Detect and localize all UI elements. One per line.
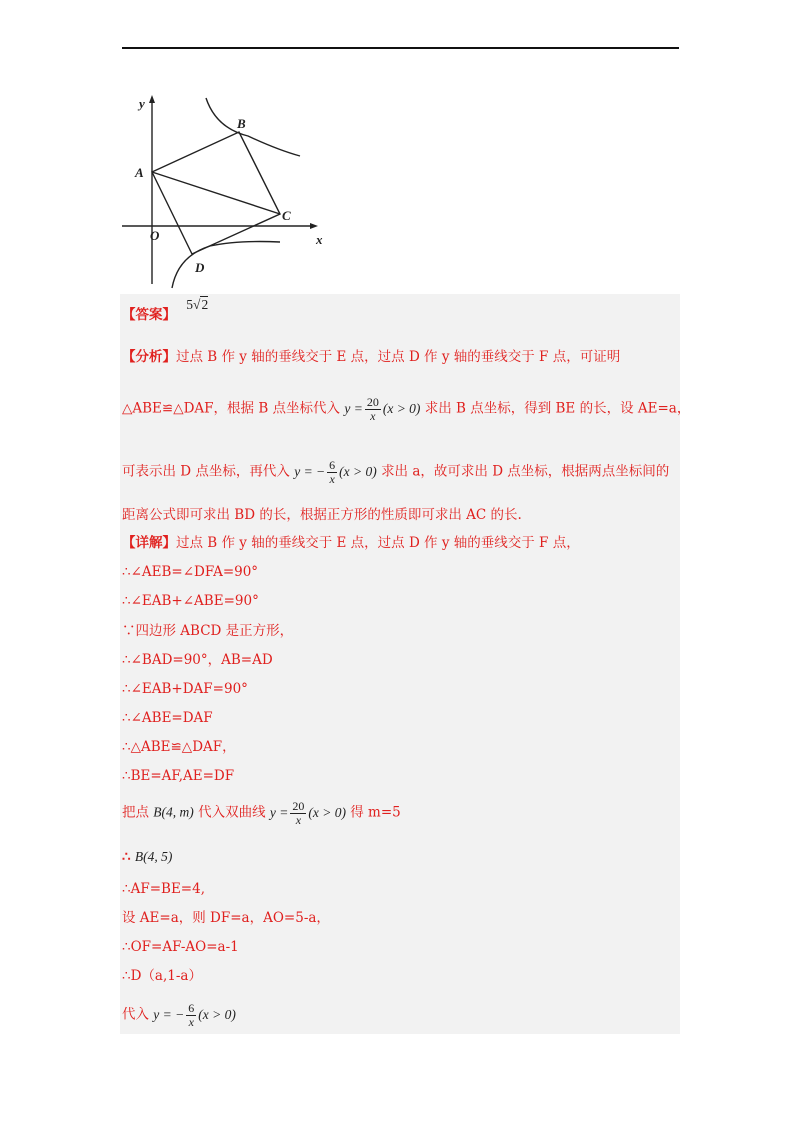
detail-step-9: 把点 B(4, m) 代入双曲线 y = $\frac{20}{x}$ (x > 0) 得 m=5: [122, 799, 401, 827]
detail-step-2: ∴∠EAB+∠ABE=90°: [122, 593, 259, 609]
label-a: A: [135, 165, 144, 180]
analysis-tag: 【分析】: [122, 349, 176, 365]
detail-step-7: ∴△ABE≌△DAF，: [122, 739, 236, 755]
formula-y-20-over-x-2: y = $\frac{20}{x}$ (x > 0): [269, 799, 346, 827]
formula-y-20-over-x: y = $\frac{20}{x}$ (x > 0): [344, 395, 421, 423]
hyperbola-lower: [172, 242, 280, 289]
label-x: x: [316, 232, 323, 247]
hyperbola-upper: [206, 98, 300, 156]
answer-line: [122, 297, 209, 324]
formula-y-neg6-over-x: y = − $\frac{6}{x}$ (x > 0): [294, 458, 377, 486]
analysis-line-2: △ABE≌△DAF，根据 B 点坐标代入 y = $\frac{20}{x}$ (x > 0) 求出 B 点坐标，得到 BE 的长，设 AE=a，: [122, 395, 691, 423]
label-b: B: [237, 116, 246, 131]
answer-value: 5√2: [186, 297, 209, 312]
y-axis-arrow: [149, 95, 155, 103]
detail-step-8: ∴BE=AF,AE=DF: [122, 768, 235, 784]
detail-step-10: ∴ B(4, 5): [122, 849, 173, 865]
answer-tag: 【答案】: [122, 307, 176, 323]
detail-step-5: ∴∠EAB+DAF=90°: [122, 681, 248, 697]
analysis-line-1: 【分析】过点 B 作 y 轴的垂线交于 E 点，过点 D 作 y 轴的垂线交于 F 点，可证明: [122, 349, 621, 365]
detail-tag: 【详解】: [122, 535, 176, 551]
analysis-line-3: 可表示出 D 点坐标，再代入 y = − $\frac{6}{x}$ (x > 0) 求出 a，故可求出 D 点坐标，根据两点坐标间的: [122, 458, 670, 486]
detail-step-1: ∴∠AEB=∠DFA=90°: [122, 564, 259, 580]
detail-step-15: 代入 y = − $\frac{6}{x}$ (x > 0): [122, 1001, 236, 1029]
diagonal-ac: [152, 172, 280, 214]
label-c: C: [282, 208, 291, 223]
detail-step-12: 设 AE=a，则 DF=a，AO=5-a，: [122, 910, 330, 926]
header-rule: [122, 47, 679, 49]
coordinate-figure: [118, 92, 338, 292]
detail-step-14: ∴D（a,1-a）: [122, 968, 202, 984]
detail-line-1: 【详解】过点 B 作 y 轴的垂线交于 E 点，过点 D 作 y 轴的垂线交于 F 点，: [122, 535, 580, 551]
detail-step-4: ∴∠BAD=90°，AB=AD: [122, 652, 273, 668]
label-o: O: [150, 228, 160, 243]
detail-step-6: ∴∠ABE=DAF: [122, 710, 213, 726]
x-axis-arrow: [310, 223, 318, 229]
label-d: D: [195, 260, 205, 275]
detail-step-11: ∴AF=BE=4,: [122, 881, 205, 897]
formula-y-neg6-over-x-2: y = − $\frac{6}{x}$ (x > 0): [153, 1001, 236, 1029]
analysis-line-4: 距离公式即可求出 BD 的长，根据正方形的性质即可求出 AC 的长.: [122, 507, 522, 523]
sqrt-symbol: √2: [193, 297, 209, 312]
detail-step-3: ∵四边形 ABCD 是正方形，: [122, 623, 294, 639]
point-b-4-m: B(4, m): [153, 804, 194, 820]
label-y: y: [139, 96, 145, 111]
point-b-4-5: B(4, 5): [134, 849, 173, 864]
detail-step-13: ∴OF=AF-AO=a-1: [122, 939, 239, 955]
